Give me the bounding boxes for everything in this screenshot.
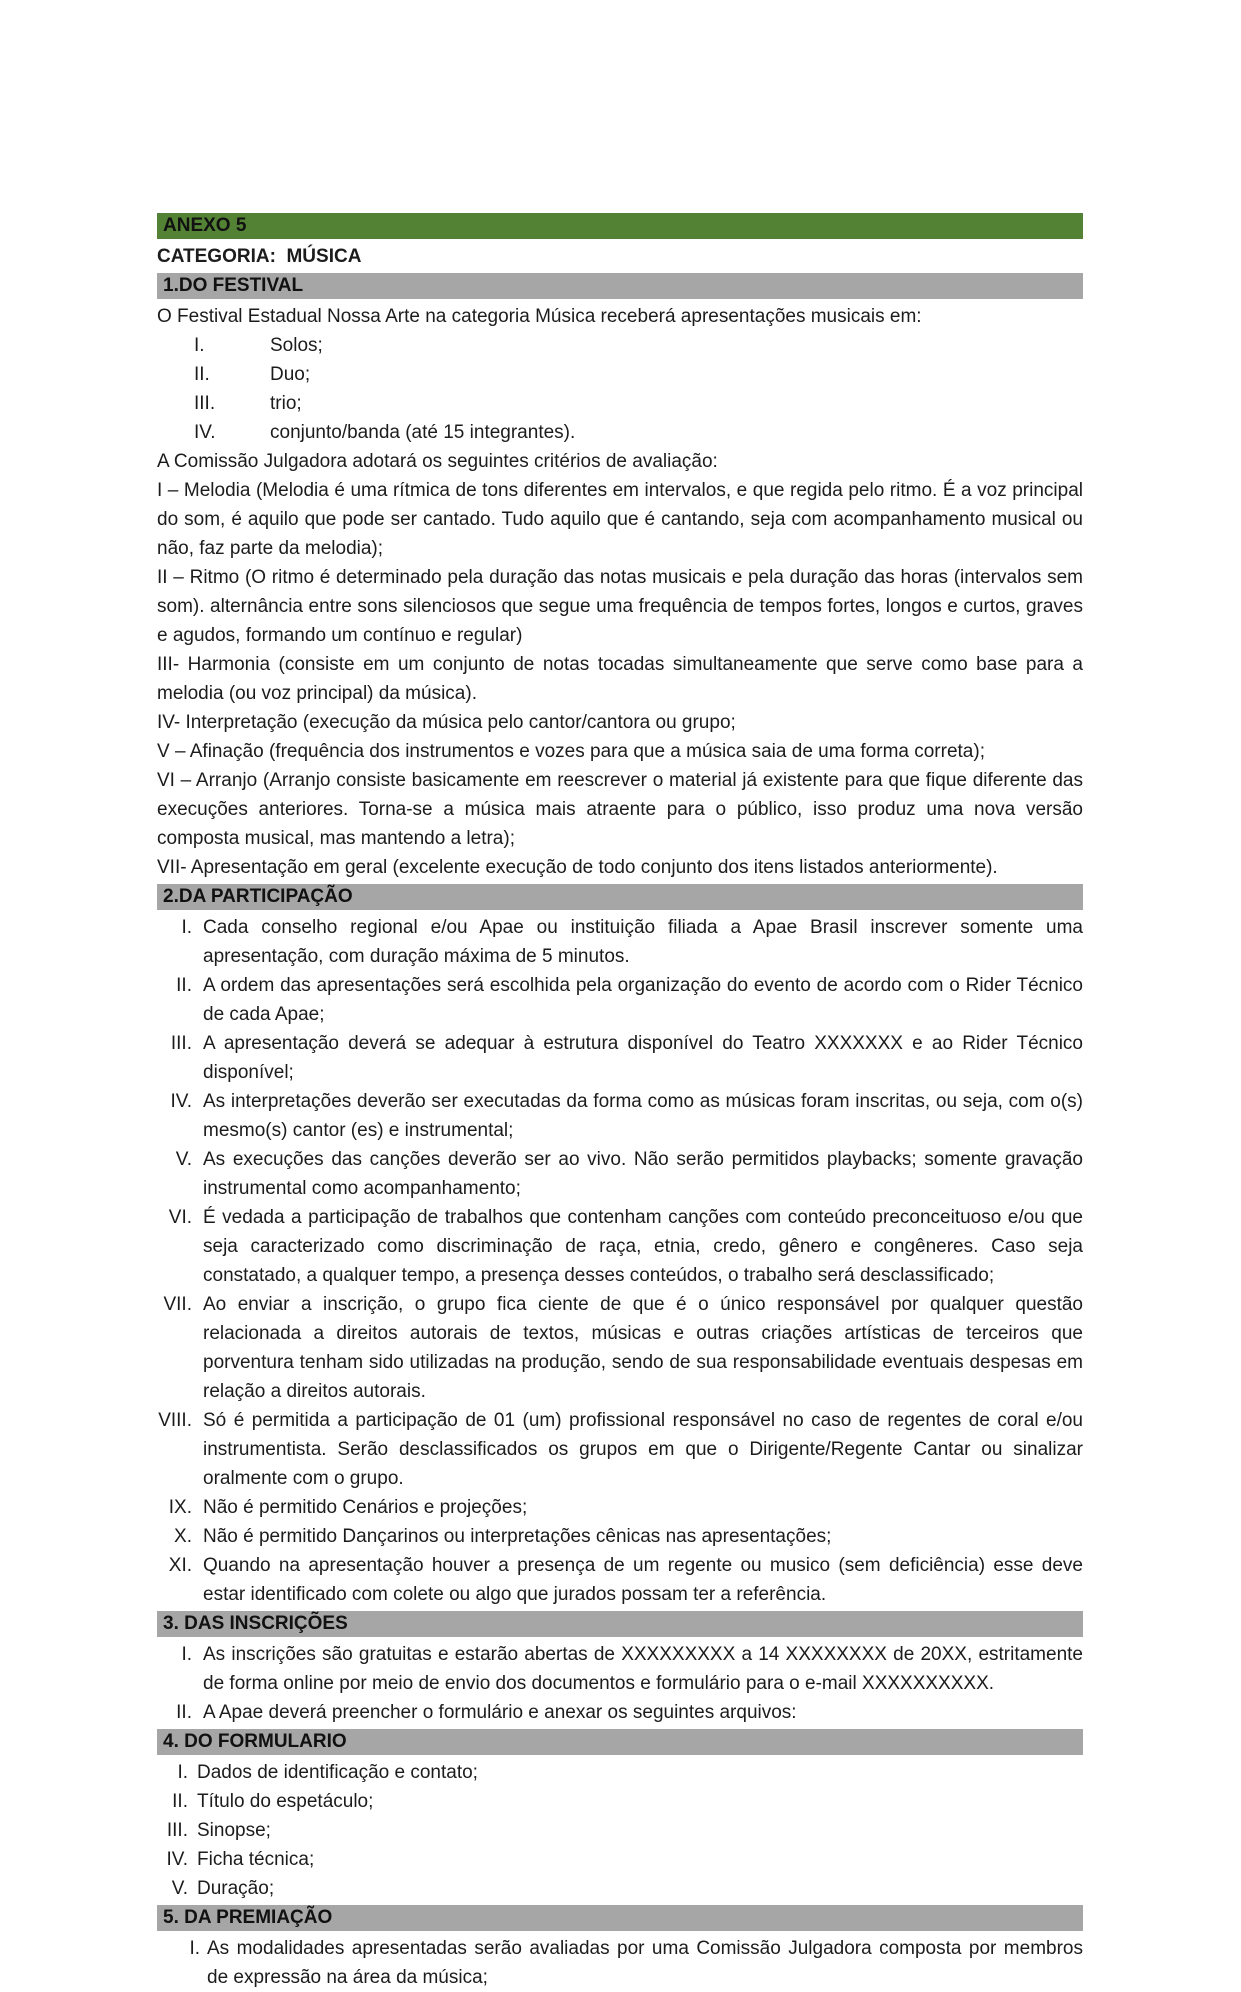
section-header-formulario [157, 1729, 1083, 1755]
item-text: Dados de identificação e contato; [197, 1762, 478, 1783]
item-text: A ordem das apresentações será escolhida pela organização do evento de acordo com o Rider Técnico de cada Apae; [203, 975, 1083, 1025]
item-text: Ao enviar a inscrição, o grupo fica ciente de que é o único responsável por qualquer questão relacionada a direitos autorais de textos, músicas e outras criações artísticas de terceiros que porventura tenham sido utilizadas na produção, sendo de sua responsabilidade eventuais despesas em relação a direitos autorais. [203, 1294, 1083, 1402]
item-numeral: II. [176, 1702, 192, 1723]
modality-item [157, 418, 1083, 447]
section-header-premiacao [157, 1905, 1083, 1931]
item-text: É vedada a participação de trabalhos que contenham canções com conteúdo preconceituoso e/ou que seja caracterizado como discriminação de raça, etnia, credo, gênero e congêneres. Caso seja constatado, a qualquer tempo, a presença desses conteúdos, o trabalho será desclassificado; [203, 1207, 1083, 1286]
item-numeral: XI. [168, 1555, 192, 1576]
formulario-item [157, 1874, 1083, 1903]
criteria-paragraph: V – Afinação (frequência dos instrumentos e vozes para que a música saia de uma forma correta); [157, 741, 985, 762]
item-text: Ficha técnica; [197, 1849, 315, 1870]
criteria-intro: A Comissão Julgadora adotará os seguintes critérios de avaliação: [157, 451, 718, 472]
item-text: As inscrições são gratuitas e estarão abertas de XXXXXXXXX a 14 XXXXXXXX de 20XX, estritamente de forma online por meio de envio dos documentos e formulário para o e-mail XXXXXXXXXX. [203, 1644, 1083, 1694]
item-numeral: VIII. [158, 1410, 192, 1431]
section-header-anexo [157, 213, 1083, 239]
modality-item [157, 360, 1083, 389]
participacao-title: 2.DA PARTICIPAÇÃO [163, 886, 353, 907]
item-text: Duração; [197, 1878, 275, 1899]
item-text: As interpretações deverão ser executadas da forma como as músicas foram inscritas, ou seja, com o(s) mesmo(s) cantor (es) e instrumental; [203, 1091, 1083, 1141]
participacao-item [157, 1290, 1083, 1406]
participacao-item [157, 971, 1083, 1029]
criteria-paragraph: VII- Apresentação em geral (excelente execução de todo conjunto dos itens listados anteriormente). [157, 857, 998, 878]
item-numeral: V. [175, 1149, 192, 1170]
participacao-item [157, 1493, 1083, 1522]
item-numeral: V. [171, 1878, 188, 1899]
item-numeral: I. [177, 1762, 188, 1783]
item-text: Não é permitido Cenários e projeções; [203, 1497, 528, 1518]
participacao-item [157, 1029, 1083, 1087]
item-text: Quando na apresentação houver a presença de um regente ou musico (sem deficiência) esse deve estar identificado com colete ou algo que jurados possam ter a referência. [203, 1555, 1083, 1605]
premiacao-item [157, 1934, 1083, 1992]
item-numeral: I. [181, 1644, 192, 1665]
section-header-participacao [157, 884, 1083, 910]
modality-text: trio; [270, 393, 302, 414]
item-text: Título do espetáculo; [197, 1791, 374, 1812]
item-numeral: I. [189, 1938, 200, 1959]
criteria-paragraph: IV- Interpretação (execução da música pelo cantor/cantora ou grupo; [157, 712, 736, 733]
criteria-list [157, 476, 1083, 882]
premiacao-title: 5. DA PREMIAÇÃO [163, 1907, 333, 1928]
formulario-title: 4. DO FORMULARIO [163, 1731, 347, 1752]
item-numeral: IV. [166, 1849, 188, 1870]
formulario-item [157, 1816, 1083, 1845]
criteria-paragraph: I – Melodia (Melodia é uma rítmica de tons diferentes em intervalos, e que regida pelo ritmo. É a voz principal do som, é aquilo que pode ser cantado. Tudo aquilo que é cantando, seja com acompanhamento musical ou não, faz parte da melodia); [157, 480, 1083, 559]
modality-numeral: III. [194, 393, 216, 414]
criteria-paragraph: III- Harmonia (consiste em um conjunto de notas tocadas simultaneamente que serve como base para a melodia (ou voz principal) da música). [157, 654, 1083, 704]
item-text: A Apae deverá preencher o formulário e anexar os seguintes arquivos: [203, 1702, 797, 1723]
festival-intro: O Festival Estadual Nossa Arte na categoria Música receberá apresentações musicais em: [157, 306, 922, 327]
item-numeral: VII. [163, 1294, 192, 1315]
item-numeral: IX. [168, 1497, 192, 1518]
modality-text: Solos; [270, 335, 323, 356]
item-numeral: I. [181, 917, 192, 938]
premiacao-list [157, 1934, 1083, 1992]
inscricoes-list [157, 1640, 1083, 1727]
item-numeral: II. [176, 975, 192, 996]
modality-text: conjunto/banda (até 15 integrantes). [270, 422, 576, 443]
item-text: Não é permitido Dançarinos ou interpretações cênicas nas apresentações; [203, 1526, 832, 1547]
modality-numeral: II. [194, 364, 210, 385]
item-numeral: III. [170, 1033, 192, 1054]
inscricoes-item [157, 1640, 1083, 1698]
criteria-paragraph: VI – Arranjo (Arranjo consiste basicamente em reescrever o material já existente para que fique diferente das execuções anteriores. Torna-se a música mais atraente para o público, isso produz uma nova versão composta musical, mas mantendo a letra); [157, 770, 1083, 849]
item-numeral: II. [172, 1791, 188, 1812]
item-text: As modalidades apresentadas serão avaliadas por uma Comissão Julgadora composta por membros de expressão na área da música; [207, 1938, 1083, 1988]
inscricoes-item [157, 1698, 1083, 1727]
participacao-item [157, 913, 1083, 971]
participacao-item [157, 1145, 1083, 1203]
modality-item [157, 331, 1083, 360]
participacao-item [157, 1551, 1083, 1609]
modality-numeral: IV. [194, 422, 216, 443]
participacao-item [157, 1087, 1083, 1145]
inscricoes-title: 3. DAS INSCRIÇÕES [163, 1613, 348, 1634]
modality-item [157, 389, 1083, 418]
item-text: A apresentação deverá se adequar à estrutura disponível do Teatro XXXXXXX e ao Rider Técnico disponível; [203, 1033, 1083, 1083]
festival-title: 1.DO FESTIVAL [163, 275, 304, 296]
document-content [157, 211, 1083, 1992]
criteria-paragraph: II – Ritmo (O ritmo é determinado pela duração das notas musicais e pela duração das horas (intervalos sem som). alternância entre sons silenciosos que segue uma frequência de tempos fortes, longos e curtos, graves e agudos, formando um contínuo e regular) [157, 567, 1083, 646]
item-numeral: III. [166, 1820, 188, 1841]
item-numeral: X. [174, 1526, 192, 1547]
section-header-festival [157, 273, 1083, 299]
item-numeral: IV. [170, 1091, 192, 1112]
modalities-list [157, 331, 1083, 447]
formulario-item [157, 1787, 1083, 1816]
section-header-inscricoes [157, 1611, 1083, 1637]
modality-text: Duo; [270, 364, 311, 385]
formulario-item [157, 1758, 1083, 1787]
participacao-item [157, 1406, 1083, 1493]
participacao-list [157, 913, 1083, 1609]
formulario-item [157, 1845, 1083, 1874]
modality-numeral: I. [194, 335, 205, 356]
participacao-item [157, 1203, 1083, 1290]
item-text: Sinopse; [197, 1820, 271, 1841]
item-numeral: VI. [168, 1207, 192, 1228]
anexo-label: ANEXO 5 [163, 215, 247, 236]
item-text: As execuções das canções deverão ser ao vivo. Não serão permitidos playbacks; somente gravação instrumental como acompanhamento; [203, 1149, 1083, 1199]
item-text: Só é permitida a participação de 01 (um) profissional responsável no caso de regentes de coral e/ou instrumentista. Serão desclassificados os grupos em que o Dirigente/Regente Cantar ou sinalizar oralmente com o grupo. [203, 1410, 1083, 1489]
participacao-item [157, 1522, 1083, 1551]
category-line: CATEGORIA: MÚSICA [157, 246, 362, 267]
formulario-list [157, 1758, 1083, 1903]
item-text: Cada conselho regional e/ou Apae ou instituição filiada a Apae Brasil inscrever somente uma apresentação, com duração máxima de 5 minutos. [203, 917, 1083, 967]
